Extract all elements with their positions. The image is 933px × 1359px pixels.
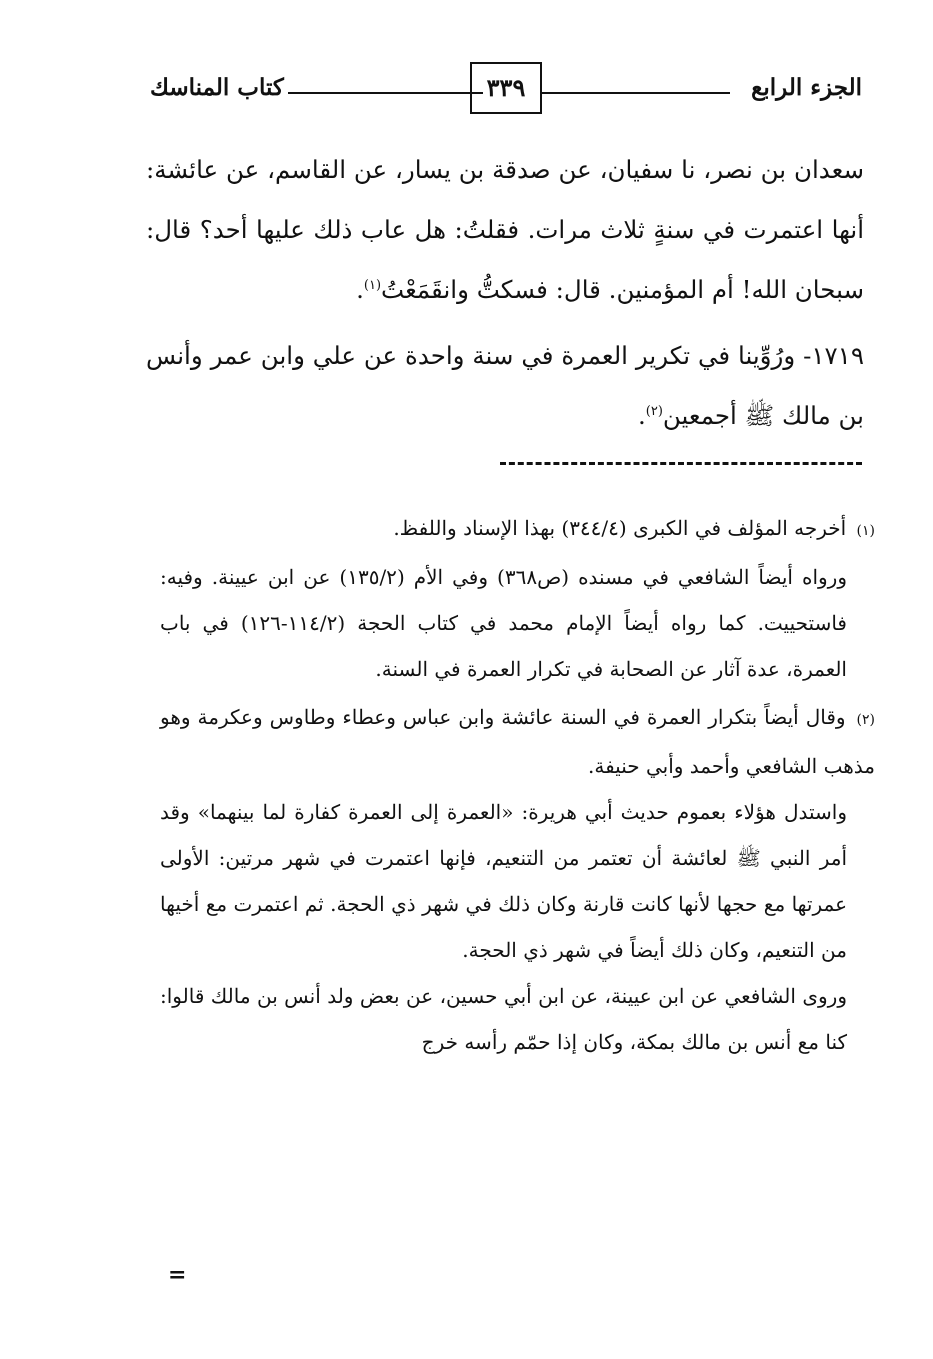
footnote-1-body: ورواه أيضاً الشافعي في مسنده (ص٣٦٨) وفي الأم (١٣٥/٢) عن ابن عيينة. وفيه: فاستحييت. كما رواه أيضاً الإمام محمد في كتاب الحجة (١١٤/٢-١٢٦) في باب العمرة، عدة آثار عن الصحابة في تكرار العمرة في السنة. <box>160 565 847 681</box>
paragraph-1719-text: ١٧١٩- ورُوِّينا في تكرير العمرة في سنة واحدة عن علي وابن عمر وأنس بن مالك ﷺ أجمعين <box>146 341 864 430</box>
page-number: ٣٣٩ <box>470 62 542 114</box>
footnote-ref-1: (١) <box>363 277 382 293</box>
paragraph-1-text: سعدان بن نصر، نا سفيان، عن صدقة بن يسار، عن القاسم، عن عائشة: أنها اعتمرت في سنةٍ ثلاث مرات. فقلتُ: هل عاب ذلك عليها أحد؟ قال: سبحان الله! أم المؤمنين. قال: فسكتُّ وانقَمَعْتُ <box>146 155 864 304</box>
paragraph-1: سعدان بن نصر، نا سفيان، عن صدقة بن يسار، عن القاسم، عن عائشة: أنها اعتمرت في سنةٍ ثلاث مرات. فقلتُ: هل عاب ذلك عليها أحد؟ قال: سبحان الله! أم المؤمنين. قال: فسكتُّ وانقَمَعْتُ$^{(١)}$. <box>146 155 864 304</box>
footnote-1-marker: (١) <box>856 523 875 539</box>
footnote-2-body: واستدل هؤلاء بعموم حديث أبي هريرة: «العمرة إلى العمرة كفارة لما بينهما» وقد أمر النبي ﷺ لعائشة أن تعتمر من التنعيم، فإنها اعتمرت في شهر مرتين: الأولى عمرتها مع حجها لأنها كانت قارنة وكان ذلك في شهر ذي الحجة. ثم اعتمرت مع أخيها من التنعيم، وكان ذلك أيضاً في شهر ذي الحجة. <box>160 800 847 962</box>
book-title: كتاب المناسك <box>150 74 284 101</box>
running-header <box>150 62 862 122</box>
footnote-1-text: أخرجه المؤلف في الكبرى (٣٤٤/٤) بهذا الإسناد واللفظ. <box>393 516 847 540</box>
footnote-2-body-2: وروى الشافعي عن ابن عيينة، عن ابن أبي حسين، عن بعض ولد أنس بن مالك قالوا: كنا مع أنس بن مالك بمكة، وكان إذا حمّم رأسه خرج <box>160 984 847 1054</box>
footnote-2-marker: (٢) <box>856 712 876 728</box>
footnote-1-line <box>160 505 875 554</box>
footnote-ref-2: (٢) <box>645 403 663 419</box>
volume-title: الجزء الرابع <box>751 74 862 101</box>
header-rule-left <box>288 92 483 94</box>
paragraph-1719: ١٧١٩- ورُوِّينا في تكرير العمرة في سنة واحدة عن علي وابن عمر وأنس بن مالك ﷺ أجمعين$^{(٢)}$. <box>146 341 864 430</box>
footnotes <box>160 505 875 1065</box>
main-text <box>146 140 864 446</box>
footnote-1 <box>160 505 875 692</box>
footnote-separator <box>500 462 862 465</box>
footnote-2-text: وقال أيضاً بتكرار العمرة في السنة عائشة وابن عباس وعطاء وطاوس وعكرمة وهو مذهب الشافعي وأحمد وأبي حنيفة. <box>160 705 875 778</box>
header-rule-right <box>530 92 730 94</box>
continuation-mark: = <box>168 1262 187 1288</box>
footnote-2-line <box>160 694 875 789</box>
footnote-2 <box>160 694 875 1065</box>
